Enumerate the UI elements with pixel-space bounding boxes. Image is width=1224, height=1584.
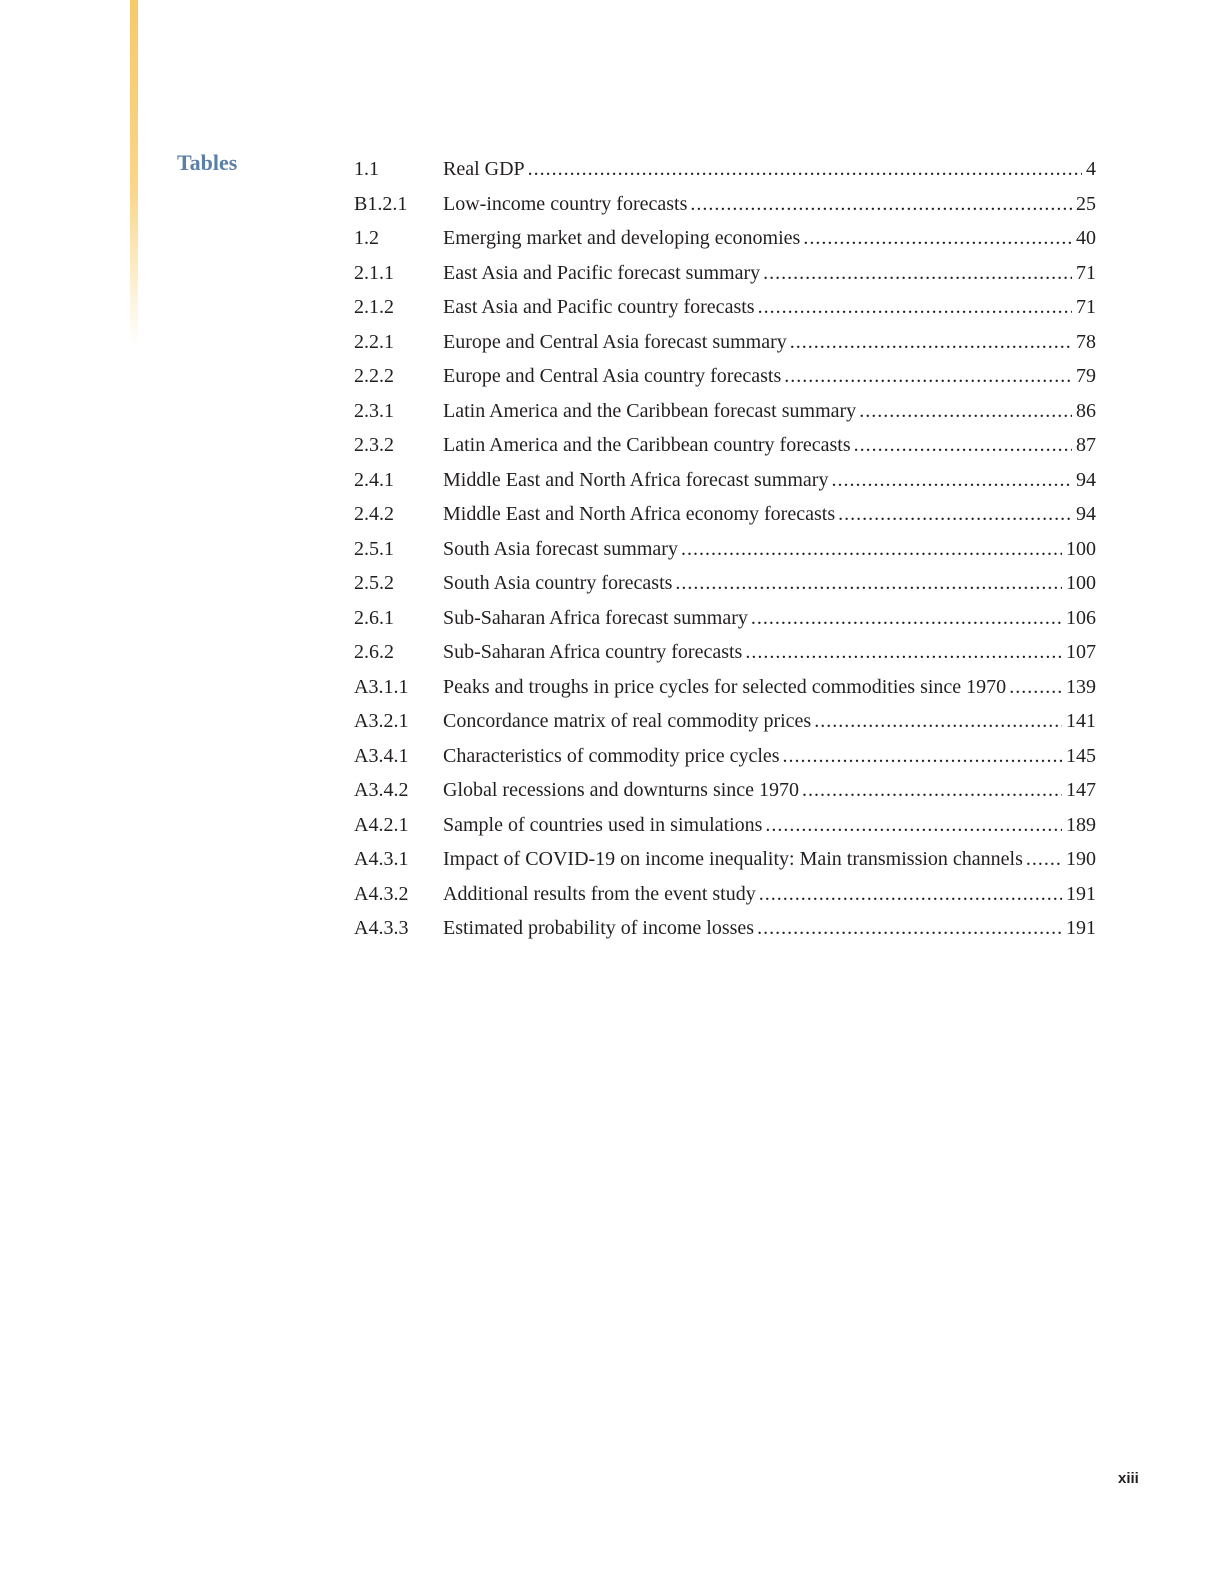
toc-entry-page: 100	[1066, 537, 1096, 560]
toc-entry[interactable]	[354, 221, 1096, 256]
toc-dot-leader	[681, 539, 1062, 559]
toc-entry-page: 191	[1066, 882, 1096, 905]
toc-entry[interactable]	[354, 325, 1096, 360]
toc-entry-page: 71	[1076, 261, 1096, 284]
toc-entry-title: Estimated probability of income losses	[443, 917, 755, 940]
toc-entry-page: 71	[1076, 296, 1096, 319]
toc-entry[interactable]	[354, 359, 1096, 394]
toc-entry[interactable]	[354, 187, 1096, 222]
toc-entry-title: Impact of COVID-19 on income inequality: Main transmission channels	[443, 848, 1023, 871]
toc-entry[interactable]	[354, 290, 1096, 325]
toc-entry-title: Latin America and the Caribbean country forecasts	[443, 434, 851, 457]
toc-dot-leader	[745, 642, 1062, 662]
toc-dot-leader	[528, 159, 1082, 179]
toc-entry-number: 2.5.2	[354, 572, 394, 595]
toc-entry-page: 139	[1066, 675, 1096, 698]
toc-dot-leader	[831, 470, 1072, 490]
toc-entry[interactable]	[354, 152, 1096, 187]
toc-entry-page: 100	[1066, 572, 1096, 595]
toc-entry-title: Characteristics of commodity price cycles	[443, 744, 780, 767]
toc-entry-page: 147	[1066, 779, 1096, 802]
toc-entry[interactable]	[354, 877, 1096, 912]
toc-entry-title: Middle East and North Africa forecast summary	[443, 468, 829, 491]
toc-entry-page: 87	[1076, 434, 1096, 457]
toc-dot-leader	[859, 401, 1072, 421]
toc-entry-number: 2.2.1	[354, 330, 394, 353]
toc-entry-title: Global recessions and downturns since 1970	[443, 779, 800, 802]
toc-entry-number: A4.2.1	[354, 813, 409, 836]
page-number: xiii	[1118, 1470, 1139, 1487]
toc-entry-number: 2.2.2	[354, 365, 394, 388]
toc-entry-number: 2.3.2	[354, 434, 394, 457]
toc-dot-leader	[757, 918, 1062, 938]
toc-entry-number: 2.1.2	[354, 296, 394, 319]
toc-entry-page: 94	[1076, 503, 1096, 526]
toc-entry-title: Europe and Central Asia country forecasts	[443, 365, 782, 388]
toc-entry-number: 2.1.1	[354, 261, 394, 284]
toc-entry[interactable]	[354, 773, 1096, 808]
toc-entry-title: Latin America and the Caribbean forecast summary	[443, 399, 857, 422]
toc-dot-leader	[1009, 677, 1062, 697]
toc-entry-number: 1.2	[354, 227, 379, 250]
toc-entry-page: 25	[1076, 192, 1096, 215]
toc-entry-title: Peaks and troughs in price cycles for selected commodities since 1970	[443, 675, 1007, 698]
toc-entry-title: Sub-Saharan Africa country forecasts	[443, 641, 743, 664]
toc-entry[interactable]	[354, 532, 1096, 567]
toc-entry-number: 2.4.1	[354, 468, 394, 491]
toc-entry-number: 1.1	[354, 158, 379, 181]
toc-entry-number: A3.1.1	[354, 675, 409, 698]
toc-entry[interactable]	[354, 911, 1096, 946]
toc-entry-page: 189	[1066, 813, 1096, 836]
toc-dot-leader	[784, 366, 1072, 386]
toc-entry-page: 4	[1086, 158, 1096, 181]
toc-dot-leader	[814, 711, 1062, 731]
toc-entry-title: Emerging market and developing economies	[443, 227, 801, 250]
toc-dot-leader	[854, 435, 1072, 455]
toc-entry-page: 40	[1076, 227, 1096, 250]
toc-entry-number: A4.3.2	[354, 882, 409, 905]
toc-entry[interactable]	[354, 428, 1096, 463]
toc-entry-title: Low-income country forecasts	[443, 192, 688, 215]
toc-dot-leader	[763, 263, 1072, 283]
table-of-contents-list	[354, 152, 1096, 946]
section-heading: Tables	[177, 150, 238, 175]
toc-entry-title: Additional results from the event study	[443, 882, 756, 905]
toc-entry-page: 191	[1066, 917, 1096, 940]
toc-dot-leader	[802, 780, 1062, 800]
toc-entry-page: 145	[1066, 744, 1096, 767]
toc-entry-title: South Asia forecast summary	[443, 537, 678, 560]
toc-entry-number: B1.2.1	[354, 192, 408, 215]
toc-entry-page: 94	[1076, 468, 1096, 491]
toc-entry[interactable]	[354, 842, 1096, 877]
toc-entry-number: 2.6.1	[354, 606, 394, 629]
toc-entry[interactable]	[354, 739, 1096, 774]
toc-entry[interactable]	[354, 635, 1096, 670]
toc-entry[interactable]	[354, 601, 1096, 636]
toc-entry-page: 190	[1066, 848, 1096, 871]
toc-dot-leader	[1026, 849, 1062, 869]
toc-dot-leader	[790, 332, 1072, 352]
toc-entry-number: 2.5.1	[354, 537, 394, 560]
toc-dot-leader	[751, 608, 1062, 628]
toc-entry-page: 106	[1066, 606, 1096, 629]
toc-entry-page: 78	[1076, 330, 1096, 353]
toc-entry-number: 2.3.1	[354, 399, 394, 422]
toc-entry-page: 107	[1066, 641, 1096, 664]
toc-entry[interactable]	[354, 394, 1096, 429]
toc-dot-leader	[690, 194, 1072, 214]
toc-dot-leader	[803, 228, 1072, 248]
toc-dot-leader	[759, 884, 1062, 904]
toc-dot-leader	[758, 297, 1072, 317]
toc-entry-title: Sample of countries used in simulations	[443, 813, 763, 836]
toc-entry-title: East Asia and Pacific country forecasts	[443, 296, 755, 319]
toc-dot-leader	[783, 746, 1062, 766]
toc-entry-title: Middle East and North Africa economy forecasts	[443, 503, 836, 526]
toc-dot-leader	[838, 504, 1072, 524]
toc-entry[interactable]	[354, 256, 1096, 291]
toc-entry[interactable]	[354, 704, 1096, 739]
toc-dot-leader	[675, 573, 1062, 593]
toc-entry-title: East Asia and Pacific forecast summary	[443, 261, 761, 284]
toc-entry[interactable]	[354, 566, 1096, 601]
toc-entry-number: 2.4.2	[354, 503, 394, 526]
toc-entry[interactable]	[354, 497, 1096, 532]
decorative-accent-bar	[130, 0, 138, 345]
toc-entry[interactable]	[354, 808, 1096, 843]
toc-entry-title: Europe and Central Asia forecast summary	[443, 330, 787, 353]
toc-entry-number: A4.3.3	[354, 917, 409, 940]
toc-entry[interactable]	[354, 463, 1096, 498]
toc-entry[interactable]	[354, 670, 1096, 705]
toc-entry-page: 86	[1076, 399, 1096, 422]
toc-entry-page: 79	[1076, 365, 1096, 388]
toc-entry-title: South Asia country forecasts	[443, 572, 673, 595]
toc-entry-number: A3.4.2	[354, 779, 409, 802]
toc-entry-title: Sub-Saharan Africa forecast summary	[443, 606, 748, 629]
toc-dot-leader	[765, 815, 1062, 835]
toc-entry-number: 2.6.2	[354, 641, 394, 664]
toc-entry-number: A3.4.1	[354, 744, 409, 767]
toc-entry-page: 141	[1066, 710, 1096, 733]
toc-entry-title: Real GDP	[443, 158, 525, 181]
toc-entry-title: Concordance matrix of real commodity prices	[443, 710, 812, 733]
toc-entry-number: A4.3.1	[354, 848, 409, 871]
toc-entry-number: A3.2.1	[354, 710, 409, 733]
